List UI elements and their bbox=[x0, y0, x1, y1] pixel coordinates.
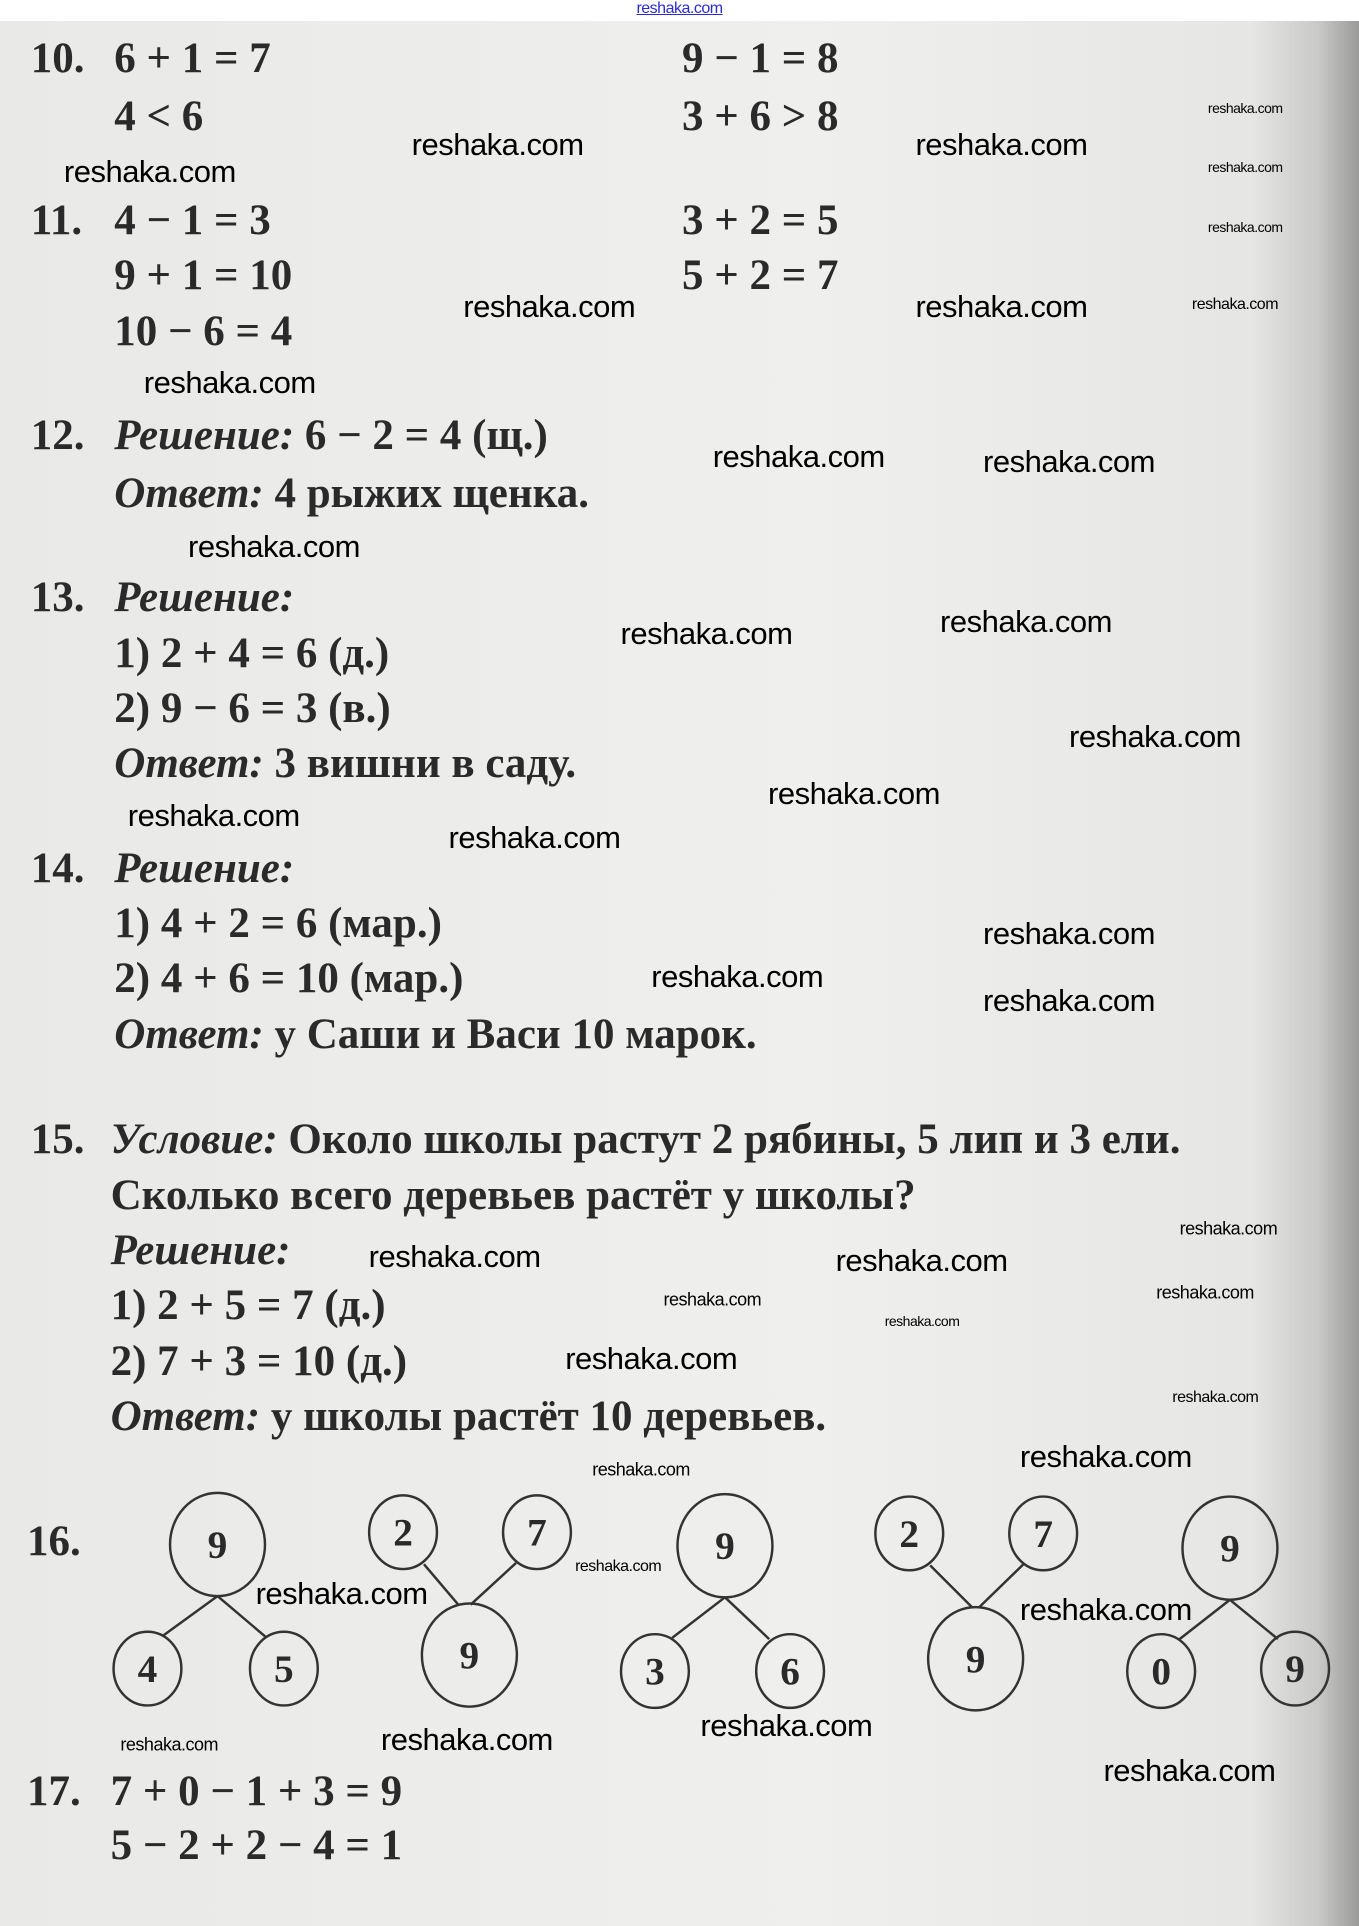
task-10-line: 6 + 1 = 7 bbox=[114, 34, 271, 82]
watermark: reshaka.com bbox=[983, 915, 1155, 951]
watermark: reshaka.com bbox=[411, 126, 584, 162]
solution-label: Решение: bbox=[114, 574, 295, 622]
condition-text: Около школы растут 2 рябины, 5 лип и 3 ели. bbox=[288, 1116, 1181, 1164]
watermark: reshaka.com bbox=[915, 289, 1088, 325]
answer-text: у Саши и Васи 10 марок. bbox=[274, 1010, 757, 1058]
task-15-number: 15. bbox=[30, 1116, 85, 1164]
circle-number: 5 bbox=[274, 1647, 294, 1692]
task-13-step: 1) 2 + 4 = 6 (д.) bbox=[114, 629, 390, 677]
circle-number: 2 bbox=[393, 1510, 413, 1555]
answer-label: Ответ: bbox=[114, 469, 264, 517]
circle-number: 0 bbox=[1151, 1649, 1171, 1694]
watermark: reshaka.com bbox=[1207, 100, 1283, 117]
circle-number: 7 bbox=[1033, 1511, 1054, 1556]
circle-number: 9 bbox=[1285, 1647, 1305, 1692]
watermark: reshaka.com bbox=[651, 958, 824, 994]
task-15-step: 1) 2 + 5 = 7 (д.) bbox=[110, 1282, 386, 1330]
watermark: reshaka.com bbox=[663, 1289, 762, 1310]
answer-text: у школы растёт 10 деревьев. bbox=[270, 1392, 827, 1440]
task-14-step: 2) 4 + 6 = 10 (мар.) bbox=[114, 955, 464, 1003]
task-10-line: 3 + 6 > 8 bbox=[681, 92, 839, 140]
task-17-line: 5 − 2 + 2 − 4 = 1 bbox=[110, 1821, 403, 1869]
task-17-number: 17. bbox=[27, 1767, 81, 1815]
circle-number: 7 bbox=[527, 1510, 547, 1555]
condition-label: Условие: bbox=[110, 1116, 278, 1164]
task-17-line: 7 + 0 − 1 + 3 = 9 bbox=[110, 1767, 403, 1815]
circle-number: 9 bbox=[1220, 1526, 1240, 1571]
answer-text: 4 рыжих щенка. bbox=[274, 469, 589, 517]
task-13-step: 2) 9 − 6 = 3 (в.) bbox=[114, 685, 391, 733]
task-14-number: 14. bbox=[30, 844, 85, 892]
answer-text: 3 вишни в саду. bbox=[274, 740, 577, 788]
circle-number: 9 bbox=[965, 1637, 986, 1682]
watermark: reshaka.com bbox=[1019, 1591, 1192, 1627]
watermark: reshaka.com bbox=[940, 603, 1112, 639]
answer-label: Ответ: bbox=[114, 1010, 264, 1058]
watermark: reshaka.com bbox=[1156, 1282, 1254, 1303]
solution-label: Решение: bbox=[114, 844, 295, 892]
task-15-condition-line: Сколько всего деревьев растёт у школы? bbox=[110, 1171, 916, 1219]
watermark: reshaka.com bbox=[983, 983, 1155, 1019]
watermark: reshaka.com bbox=[463, 289, 636, 325]
watermark: reshaka.com bbox=[712, 439, 885, 475]
circle-number: 6 bbox=[780, 1649, 800, 1694]
task-11-line: 3 + 2 = 5 bbox=[681, 197, 839, 245]
watermark: reshaka.com bbox=[884, 1312, 960, 1329]
watermark: reshaka.com bbox=[592, 1459, 690, 1480]
task-10-number: 10. bbox=[30, 34, 85, 82]
watermark: reshaka.com bbox=[368, 1239, 541, 1275]
task-14-step: 1) 4 + 2 = 6 (мар.) bbox=[114, 900, 442, 948]
watermark: reshaka.com bbox=[1172, 1389, 1259, 1407]
answer-label: Ответ: bbox=[114, 740, 264, 788]
watermark: reshaka.com bbox=[1207, 159, 1283, 176]
watermark: reshaka.com bbox=[448, 820, 621, 856]
circle-number: 9 bbox=[715, 1524, 735, 1569]
circle-number: 3 bbox=[645, 1649, 665, 1694]
task-10-line: 9 − 1 = 8 bbox=[681, 34, 839, 82]
watermark: reshaka.com bbox=[915, 126, 1088, 162]
watermark: reshaka.com bbox=[835, 1242, 1008, 1278]
watermark: reshaka.com bbox=[768, 775, 940, 811]
watermark: reshaka.com bbox=[127, 797, 300, 833]
answer-label: Ответ: bbox=[110, 1392, 261, 1440]
watermark: reshaka.com bbox=[143, 365, 316, 401]
circle-number: 9 bbox=[207, 1523, 228, 1568]
watermark: reshaka.com bbox=[575, 1557, 662, 1575]
watermark: reshaka.com bbox=[1103, 1752, 1276, 1788]
task-16-number: 16. bbox=[27, 1518, 81, 1566]
task-15-step: 2) 7 + 3 = 10 (д.) bbox=[110, 1337, 408, 1385]
solution-label: Решение: bbox=[114, 412, 295, 460]
task-11-line: 9 + 1 = 10 bbox=[114, 252, 293, 300]
task-13-number: 13. bbox=[30, 574, 85, 622]
solution-text: 6 − 2 = 4 (щ.) bbox=[304, 412, 548, 460]
watermark: reshaka.com bbox=[700, 1708, 873, 1744]
circle-number: 4 bbox=[137, 1647, 158, 1692]
watermark: reshaka.com bbox=[1069, 719, 1242, 755]
task-11-line: 5 + 2 = 7 bbox=[681, 252, 839, 300]
site-link[interactable]: reshaka.com bbox=[636, 0, 723, 17]
watermark: reshaka.com bbox=[620, 616, 793, 652]
watermark: reshaka.com bbox=[983, 444, 1155, 480]
task-12-number: 12. bbox=[30, 412, 85, 460]
watermark: reshaka.com bbox=[120, 1734, 218, 1755]
watermark: reshaka.com bbox=[1019, 1439, 1192, 1475]
watermark: reshaka.com bbox=[255, 1575, 428, 1611]
watermark: reshaka.com bbox=[188, 528, 360, 564]
watermark: reshaka.com bbox=[1207, 219, 1283, 236]
watermark: reshaka.com bbox=[1191, 295, 1279, 313]
circle-number: 2 bbox=[899, 1511, 920, 1556]
task-11-line: 4 − 1 = 3 bbox=[114, 197, 271, 245]
watermark: reshaka.com bbox=[380, 1721, 553, 1757]
task-10-line: 4 < 6 bbox=[114, 92, 204, 140]
watermark: reshaka.com bbox=[63, 154, 236, 190]
task-11-line: 10 − 6 = 4 bbox=[114, 307, 293, 355]
watermark: reshaka.com bbox=[565, 1341, 738, 1377]
watermark: reshaka.com bbox=[1179, 1218, 1278, 1239]
solution-label: Решение: bbox=[110, 1226, 291, 1274]
task-11-number: 11. bbox=[30, 197, 83, 245]
circle-number: 9 bbox=[459, 1633, 480, 1678]
